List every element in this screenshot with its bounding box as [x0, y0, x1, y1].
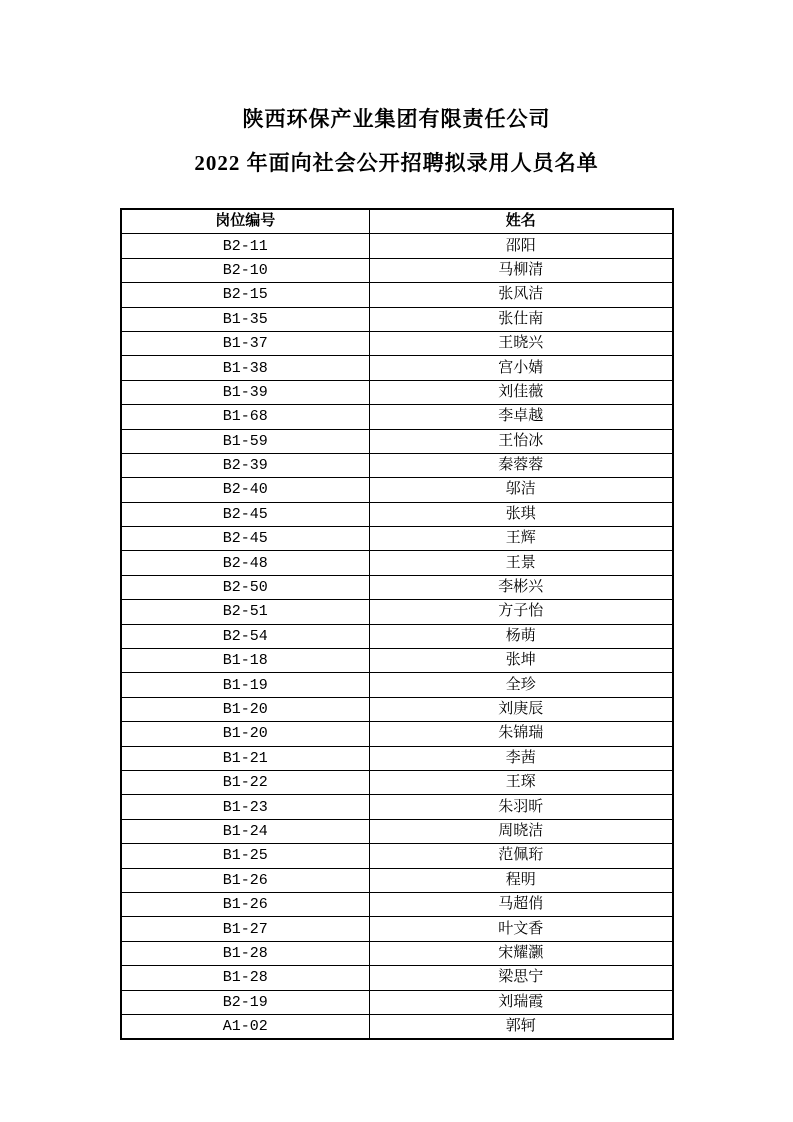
- table-row: [121, 307, 673, 331]
- person-name-cell: 宫小婧: [369, 356, 673, 380]
- position-code-cell: B2-48: [121, 551, 369, 575]
- position-code-cell: B2-51: [121, 600, 369, 624]
- position-code-cell: B2-54: [121, 624, 369, 648]
- table-row: [121, 575, 673, 599]
- person-name-cell: 王晓兴: [369, 331, 673, 355]
- position-code-cell: B1-27: [121, 917, 369, 941]
- document-title-line2: 2022 年面向社会公开招聘拟录用人员名单: [194, 151, 599, 175]
- person-name-cell: 张坤: [369, 649, 673, 673]
- person-name-cell: 刘佳薇: [369, 380, 673, 404]
- person-name-cell: 梁思宁: [369, 966, 673, 990]
- table-row: [121, 356, 673, 380]
- table-row: [121, 380, 673, 404]
- position-code-cell: B1-59: [121, 429, 369, 453]
- position-code-cell: B2-50: [121, 575, 369, 599]
- position-code-cell: B1-18: [121, 649, 369, 673]
- position-code-cell: B1-28: [121, 941, 369, 965]
- table-row: [121, 673, 673, 697]
- table-row: [121, 405, 673, 429]
- table-row: [121, 990, 673, 1014]
- position-code-cell: B1-28: [121, 966, 369, 990]
- person-name-cell: 杨萌: [369, 624, 673, 648]
- position-code-cell: B1-22: [121, 770, 369, 794]
- position-code-cell: B2-40: [121, 478, 369, 502]
- table-row: [121, 331, 673, 355]
- roster-header-row: [121, 209, 673, 234]
- position-code-cell: B1-37: [121, 331, 369, 355]
- table-row: [121, 844, 673, 868]
- table-row: [121, 819, 673, 843]
- person-name-cell: 李茜: [369, 746, 673, 770]
- person-name-cell: 刘庚辰: [369, 697, 673, 721]
- person-name-cell: 王景: [369, 551, 673, 575]
- table-row: [121, 502, 673, 526]
- person-name-cell: 王辉: [369, 527, 673, 551]
- person-name-cell: 张仕南: [369, 307, 673, 331]
- position-code-cell: B1-35: [121, 307, 369, 331]
- document-title-line1: 陕西环保产业集团有限责任公司: [242, 107, 551, 131]
- position-code-cell: B1-23: [121, 795, 369, 819]
- position-code-cell: B1-21: [121, 746, 369, 770]
- person-name-cell: 朱羽昕: [369, 795, 673, 819]
- table-row: [121, 892, 673, 916]
- table-row: [121, 258, 673, 282]
- position-code-cell: B2-19: [121, 990, 369, 1014]
- table-row: [121, 283, 673, 307]
- position-code-cell: B1-19: [121, 673, 369, 697]
- roster-table-body: [121, 234, 673, 1039]
- table-row: [121, 917, 673, 941]
- person-name-cell: 范佩珩: [369, 844, 673, 868]
- position-code-cell: B1-24: [121, 819, 369, 843]
- person-name-cell: 程明: [369, 868, 673, 892]
- person-name-cell: 叶文香: [369, 917, 673, 941]
- person-name-cell: 王怡冰: [369, 429, 673, 453]
- position-code-cell: B1-26: [121, 892, 369, 916]
- person-name-cell: 宋耀灏: [369, 941, 673, 965]
- person-name-cell: 郭轲: [369, 1014, 673, 1039]
- table-row: [121, 429, 673, 453]
- position-code-cell: B1-39: [121, 380, 369, 404]
- column-header-name: 姓名: [369, 209, 673, 234]
- table-row: [121, 624, 673, 648]
- person-name-cell: 刘瑞霞: [369, 990, 673, 1014]
- column-header-position-code: 岗位编号: [121, 209, 369, 234]
- position-code-cell: B2-45: [121, 502, 369, 526]
- position-code-cell: B1-38: [121, 356, 369, 380]
- position-code-cell: B1-20: [121, 697, 369, 721]
- table-row: [121, 649, 673, 673]
- position-code-cell: B1-25: [121, 844, 369, 868]
- person-name-cell: 王琛: [369, 770, 673, 794]
- table-row: [121, 234, 673, 258]
- table-row: [121, 770, 673, 794]
- position-code-cell: B2-39: [121, 453, 369, 477]
- table-row: [121, 527, 673, 551]
- position-code-cell: B1-68: [121, 405, 369, 429]
- person-name-cell: 李彬兴: [369, 575, 673, 599]
- person-name-cell: 周晓洁: [369, 819, 673, 843]
- table-row: [121, 697, 673, 721]
- position-code-cell: B2-45: [121, 527, 369, 551]
- person-name-cell: 邬洁: [369, 478, 673, 502]
- position-code-cell: B2-15: [121, 283, 369, 307]
- table-row: [121, 551, 673, 575]
- person-name-cell: 秦蓉蓉: [369, 453, 673, 477]
- table-row: [121, 941, 673, 965]
- person-name-cell: 张风洁: [369, 283, 673, 307]
- position-code-cell: B2-10: [121, 258, 369, 282]
- person-name-cell: 马柳清: [369, 258, 673, 282]
- person-name-cell: 马超俏: [369, 892, 673, 916]
- person-name-cell: 朱锦瑞: [369, 722, 673, 746]
- table-row: [121, 868, 673, 892]
- person-name-cell: 张琪: [369, 502, 673, 526]
- person-name-cell: 邵阳: [369, 234, 673, 258]
- table-row: [121, 966, 673, 990]
- table-row: [121, 746, 673, 770]
- table-row: [121, 478, 673, 502]
- position-code-cell: B1-26: [121, 868, 369, 892]
- person-name-cell: 全珍: [369, 673, 673, 697]
- person-name-cell: 方子怡: [369, 600, 673, 624]
- roster-table: [120, 208, 674, 1040]
- table-row: [121, 795, 673, 819]
- position-code-cell: B2-11: [121, 234, 369, 258]
- position-code-cell: A1-02: [121, 1014, 369, 1039]
- person-name-cell: 李卓越: [369, 405, 673, 429]
- table-row: [121, 1014, 673, 1039]
- table-row: [121, 722, 673, 746]
- table-row: [121, 453, 673, 477]
- position-code-cell: B1-20: [121, 722, 369, 746]
- table-row: [121, 600, 673, 624]
